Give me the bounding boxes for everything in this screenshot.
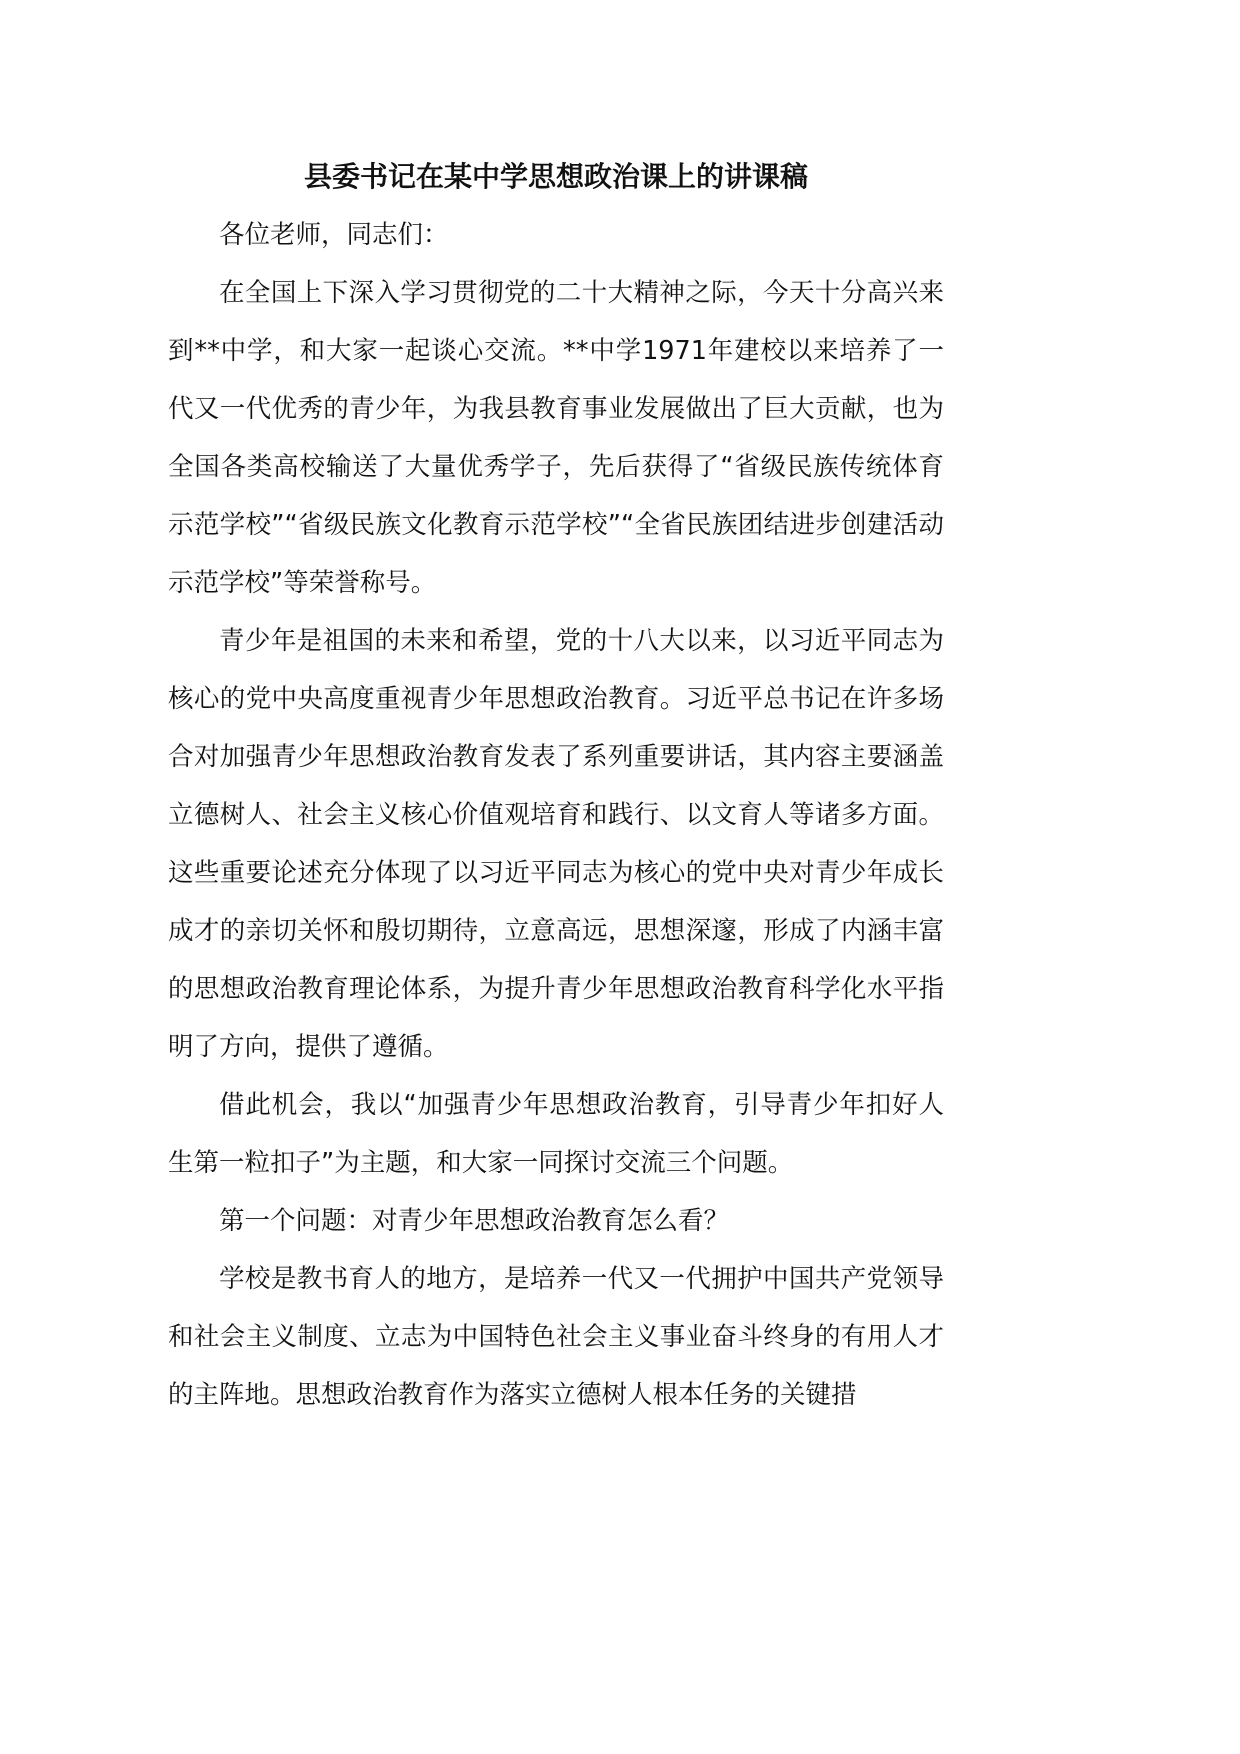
document-page — [168, 152, 944, 1424]
paragraph: 青少年是祖国的未来和希望，党的十八大以来，以习近平同志为核心的党中央高度重视青少年思想政治教育。习近平总书记在许多场合对加强青少年思想政治教育发表了系列重要讲话，其内容主要涵盖立德树人、社会主义核心价值观培育和践行、以文育人等诸多方面。这些重要论述充分体现了以习近平同志为核心的党中央对青少年成长成才的亲切关怀和殷切期待，立意高远，思想深邃，形成了内涵丰富的思想政治教育理论体系，为提升青少年思想政治教育科学化水平指明了方向，提供了遵循。 — [168, 626, 944, 1062]
section-heading: 第一个问题：对青少年思想政治教育怎么看？ — [219, 1206, 730, 1236]
paragraph-greeting: 各位老师，同志们： — [219, 220, 449, 250]
document-title: 县委书记在某中学思想政治课上的讲课稿 — [303, 160, 808, 193]
paragraph: 借此机会，我以“加强青少年思想政治教育，引导青少年扣好人生第一粒扣子”为主题，和大家一同探讨交流三个问题。 — [168, 1090, 944, 1178]
paragraph: 学校是教书育人的地方，是培养一代又一代拥护中国共产党领导和社会主义制度、立志为中国特色社会主义事业奋斗终身的有用人才的主阵地。思想政治教育作为落实立德树人根本任务的关键措 — [168, 1264, 944, 1410]
paragraph: 在全国上下深入学习贯彻党的二十大精神之际，今天十分高兴来到**中学，和大家一起谈心交流。**中学1971年建校以来培养了一代又一代优秀的青少年，为我县教育事业发展做出了巨大贡献，也为全国各类高校输送了大量优秀学子，先后获得了“省级民族传统体育示范学校”“省级民族文化教育示范学校”“全省民族团结进步创建活动示范学校”等荣誉称号。 — [168, 278, 944, 598]
